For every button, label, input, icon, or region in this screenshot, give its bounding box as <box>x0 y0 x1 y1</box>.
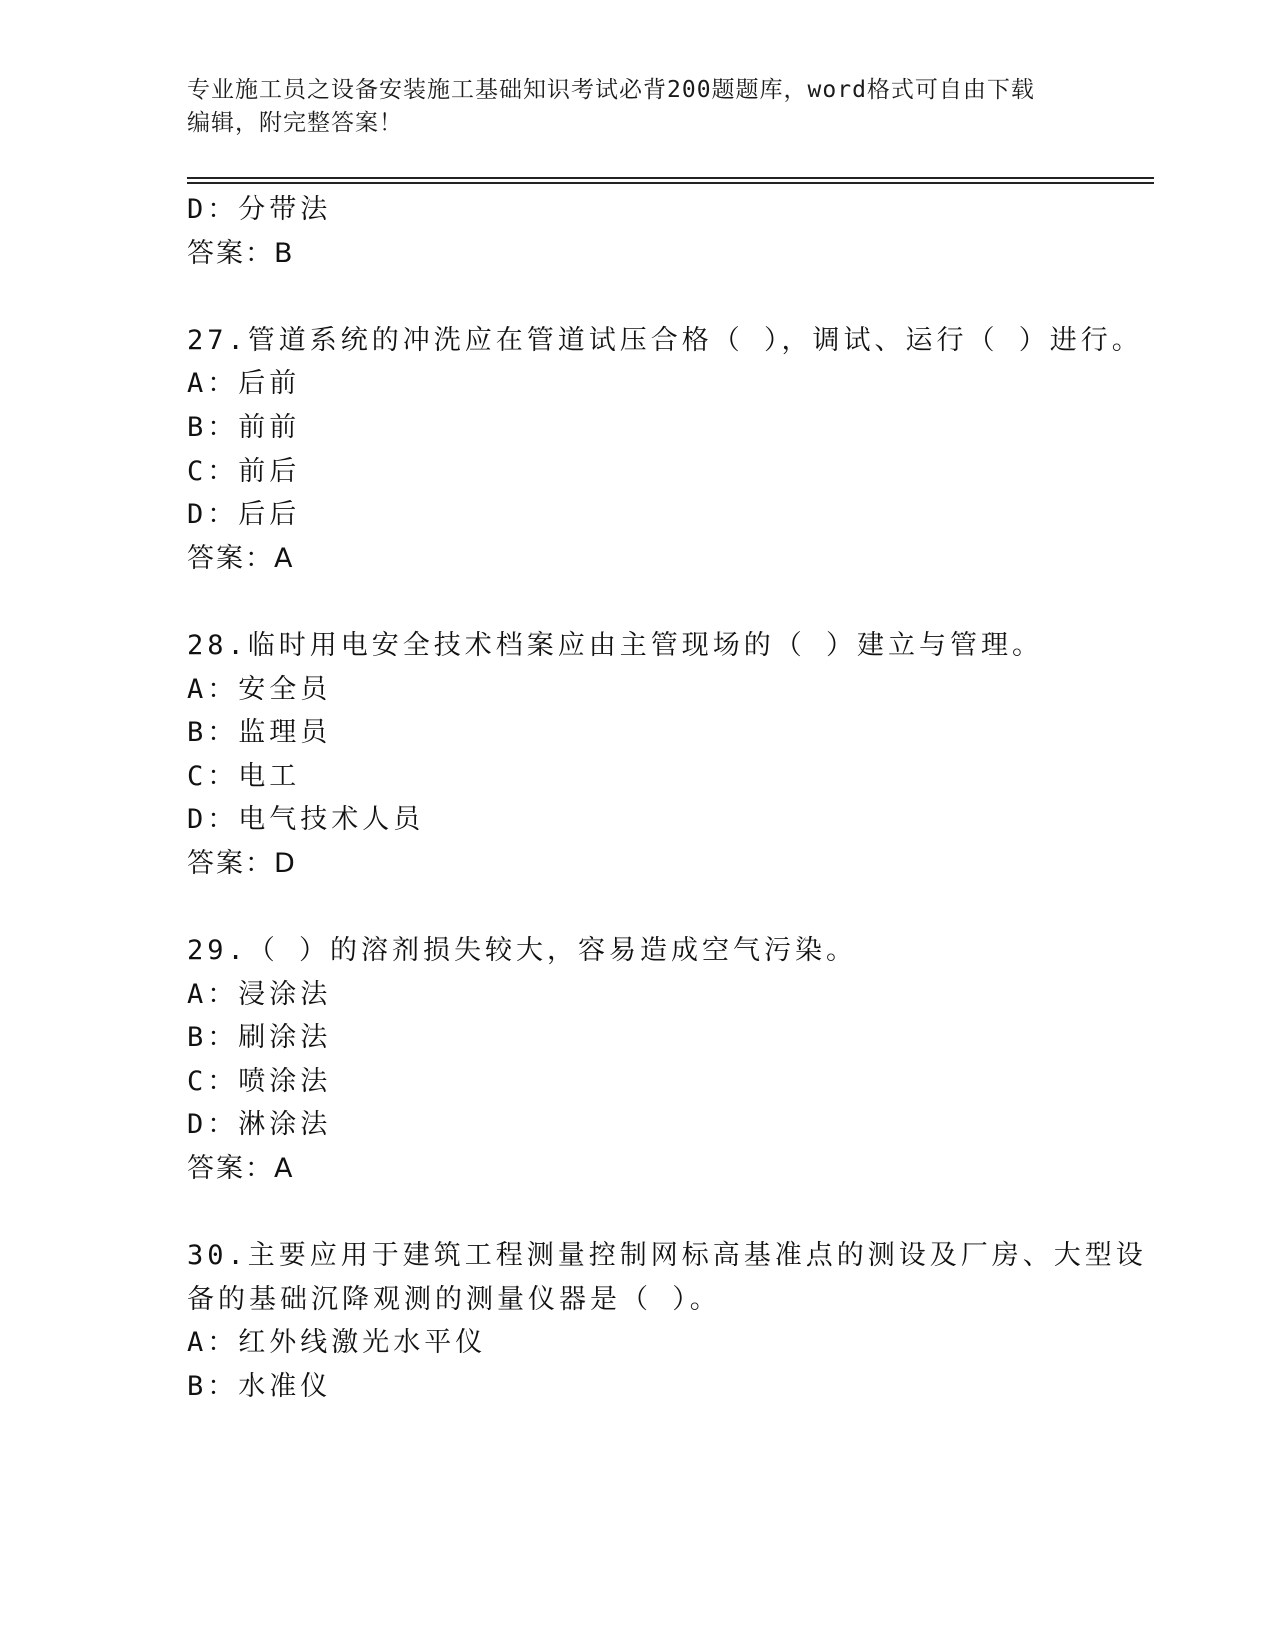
question-30-option-a: A：红外线激光水平仪 <box>187 1327 487 1358</box>
question-27-option-b: B：前前 <box>187 412 301 443</box>
question-29-option-c: C：喷涂法 <box>187 1066 332 1097</box>
question-30-stem-line-1: 30.主要应用于建筑工程测量控制网标高基准点的测设及厂房、大型设 <box>187 1240 1147 1271</box>
question-29-option-a: A：浸涂法 <box>187 979 332 1010</box>
question-30-option-b: B：水准仪 <box>187 1371 332 1402</box>
question-27-option-c: C：前后 <box>187 456 301 487</box>
question-27-option-a: A：后前 <box>187 368 301 399</box>
question-30-stem-line-2: 备的基础沉降观测的测量仪器是（ ）。 <box>187 1284 721 1315</box>
header-line-2: 编辑，附完整答案！ <box>187 110 403 136</box>
question-28-option-c: C：电工 <box>187 761 301 792</box>
question-27-answer: 答案：A <box>187 543 295 574</box>
question-28-option-b: B：监理员 <box>187 717 332 748</box>
question-28-answer: 答案：D <box>187 848 297 879</box>
question-28-option-a: A：安全员 <box>187 674 332 705</box>
question-27-stem: 27.管道系统的冲洗应在管道试压合格（ ），调试、运行（ ）进行。 <box>187 325 1143 356</box>
header-divider-bottom <box>187 182 1154 184</box>
header-line-1: 专业施工员之设备安装施工基础知识考试必背200题题库，word格式可自由下载 <box>187 77 1035 103</box>
question-29-option-b: B：刷涂法 <box>187 1022 332 1053</box>
question-27-option-d: D：后后 <box>187 499 301 530</box>
header-divider-top <box>187 177 1154 179</box>
question-29-option-d: D：淋涂法 <box>187 1109 332 1140</box>
question-29-stem: 29.（ ）的溶剂损失较大，容易造成空气污染。 <box>187 935 858 966</box>
answer: 答案：B <box>187 238 295 269</box>
document-header <box>187 74 1087 140</box>
question-28-option-d: D：电气技术人员 <box>187 804 425 835</box>
question-29-answer: 答案：A <box>187 1153 295 1184</box>
option-d: D：分带法 <box>187 194 332 225</box>
question-28-stem: 28.临时用电安全技术档案应由主管现场的（ ）建立与管理。 <box>187 630 1044 661</box>
